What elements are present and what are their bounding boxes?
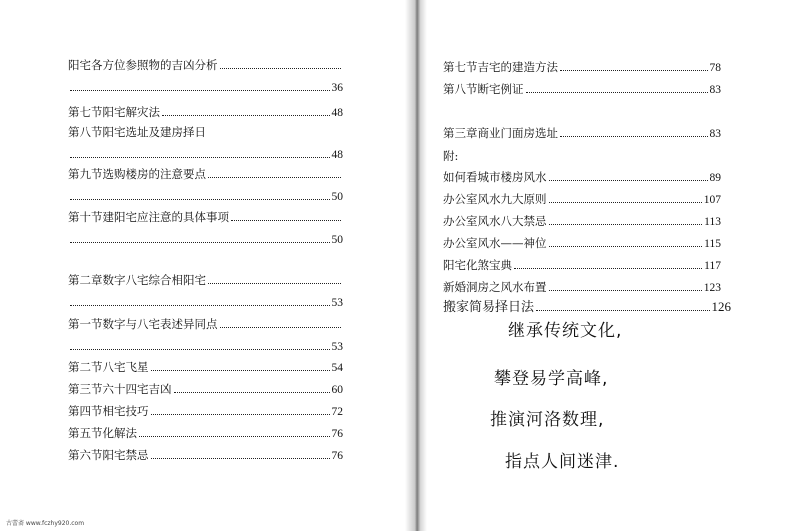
toc-entry-page: 89 [709, 172, 721, 184]
toc-leader-dots [151, 370, 330, 371]
toc-leader-dots [70, 157, 330, 158]
toc-entry-title: 第七节阳宅解灾法 [68, 105, 160, 119]
toc-leader-dots [208, 283, 341, 284]
toc-entry-title: 第二章数字八宅综合相阳宅 [68, 273, 206, 287]
toc-entry-title: 第八节阳宅选址及建房择日 [68, 125, 206, 139]
toc-entry[interactable] [68, 404, 343, 419]
toc-entry-page: 53 [331, 297, 343, 309]
toc-entry[interactable] [443, 300, 731, 315]
toc-leader-dots [70, 199, 330, 200]
toc-leader-dots [151, 458, 330, 459]
appendix-label: 附: [443, 149, 459, 163]
toc-entry[interactable] [68, 382, 343, 397]
toc-leader-dots [151, 414, 330, 415]
toc-entry[interactable] [68, 360, 343, 375]
toc-leader-dots [549, 246, 703, 247]
toc-leader-dots [208, 177, 341, 178]
motto-line: 继承传统文化, [508, 321, 623, 341]
toc-leader-dots [526, 92, 708, 93]
toc-entry-title: 第九节选购楼房的注意要点 [68, 167, 206, 181]
toc-leader-dots [139, 436, 330, 437]
toc-entry[interactable] [443, 258, 721, 273]
toc-entry-title: 新婚洞房之风水布置 [443, 280, 547, 294]
toc-leader-dots [549, 180, 708, 181]
toc-entry-page: 36 [331, 82, 343, 94]
toc-entry-title: 搬家简易择日法 [443, 300, 535, 315]
toc-entry[interactable] [443, 126, 721, 141]
toc-entry-page: 50 [331, 234, 343, 246]
toc-entry[interactable] [68, 167, 343, 204]
toc-leader-dots [560, 70, 708, 71]
toc-entry-page: 107 [703, 194, 721, 206]
toc-leader-dots [70, 90, 330, 91]
toc-entry-title: 第三节六十四宅吉凶 [68, 382, 172, 396]
toc-entry-title: 如何看城市楼房风水 [443, 170, 547, 184]
toc-entry-page: 83 [709, 84, 721, 96]
toc-leader-dots [220, 327, 342, 328]
toc-entry-page: 76 [331, 428, 343, 440]
toc-leader-dots [174, 392, 330, 393]
toc-entry[interactable] [68, 273, 343, 310]
motto-line: 指点人间迷津. [505, 452, 620, 472]
toc-entry-title: 第一节数字与八宅表述异同点 [68, 317, 218, 331]
toc-entry-page: 48 [331, 149, 343, 161]
toc-entry[interactable] [443, 170, 721, 185]
toc-entry-title: 办公室风水八大禁忌 [443, 214, 547, 228]
toc-entry-title: 第四节相宅技巧 [68, 404, 149, 418]
toc-entry-page: 83 [709, 128, 721, 140]
toc-leader-dots [70, 305, 330, 306]
toc-entry[interactable] [443, 214, 721, 229]
toc-leader-dots [220, 68, 342, 69]
toc-entry-page: 115 [704, 238, 721, 250]
toc-entry-page: 78 [709, 62, 721, 74]
toc-leader-dots [162, 115, 330, 116]
toc-entry-title: 阳宅化煞宝典 [443, 258, 512, 272]
toc-entry-title: 第十节建阳宅应注意的具体事项 [68, 210, 229, 224]
toc-leader-dots [560, 136, 708, 137]
toc-entry-page: 113 [704, 216, 721, 228]
watermark-text: 古蕾斋 www.fczhy920.com [6, 520, 85, 527]
toc-entry-page: 72 [331, 406, 343, 418]
toc-entry-page: 60 [331, 384, 343, 396]
toc-entry-title: 阳宅各方位参照物的吉凶分析 [68, 58, 218, 72]
toc-entry-page: 48 [331, 107, 343, 119]
toc-entry[interactable] [68, 210, 343, 247]
toc-leader-dots [549, 290, 702, 291]
toc-entry-page: 50 [331, 191, 343, 203]
toc-entry[interactable] [68, 448, 343, 463]
toc-entry[interactable] [443, 82, 721, 97]
motto-line: 推演河洛数理, [490, 410, 605, 430]
toc-entry[interactable] [68, 105, 343, 120]
toc-entry-title: 第八节断宅例证 [443, 82, 524, 96]
toc-leader-dots [231, 220, 341, 221]
toc-leader-dots [70, 349, 330, 350]
toc-entry-page: 54 [331, 362, 343, 374]
toc-entry-title: 第二节八宅飞星 [68, 360, 149, 374]
toc-leader-dots [70, 242, 330, 243]
toc-leader-dots [536, 310, 709, 311]
toc-entry-page: 117 [704, 260, 721, 272]
toc-entry-title: 办公室风水——神位 [443, 236, 547, 250]
toc-entry[interactable] [443, 192, 721, 207]
toc-entry-page: 76 [331, 450, 343, 462]
book-spine-fold [405, 0, 427, 531]
toc-entry[interactable] [68, 58, 343, 95]
motto-line: 攀登易学高峰, [494, 369, 609, 389]
toc-entry-title: 办公室风水九大原则 [443, 192, 547, 206]
toc-entry-title: 第七节吉宅的建造方法 [443, 60, 558, 74]
toc-entry[interactable] [443, 280, 721, 295]
toc-entry-page: 126 [711, 299, 731, 314]
toc-entry-title: 第五节化解法 [68, 426, 137, 440]
toc-entry[interactable] [68, 125, 343, 162]
toc-leader-dots [514, 268, 702, 269]
toc-entry[interactable] [443, 236, 721, 251]
toc-entry-page: 53 [331, 341, 343, 353]
toc-entry[interactable] [68, 317, 343, 354]
toc-entry-title: 第六节阳宅禁忌 [68, 448, 149, 462]
toc-leader-dots [549, 224, 703, 225]
toc-entry[interactable] [443, 60, 721, 75]
toc-entry-page: 123 [703, 282, 721, 294]
toc-entry[interactable] [68, 426, 343, 441]
toc-entry-title: 第三章商业门面房选址 [443, 126, 558, 140]
toc-leader-dots [549, 202, 702, 203]
